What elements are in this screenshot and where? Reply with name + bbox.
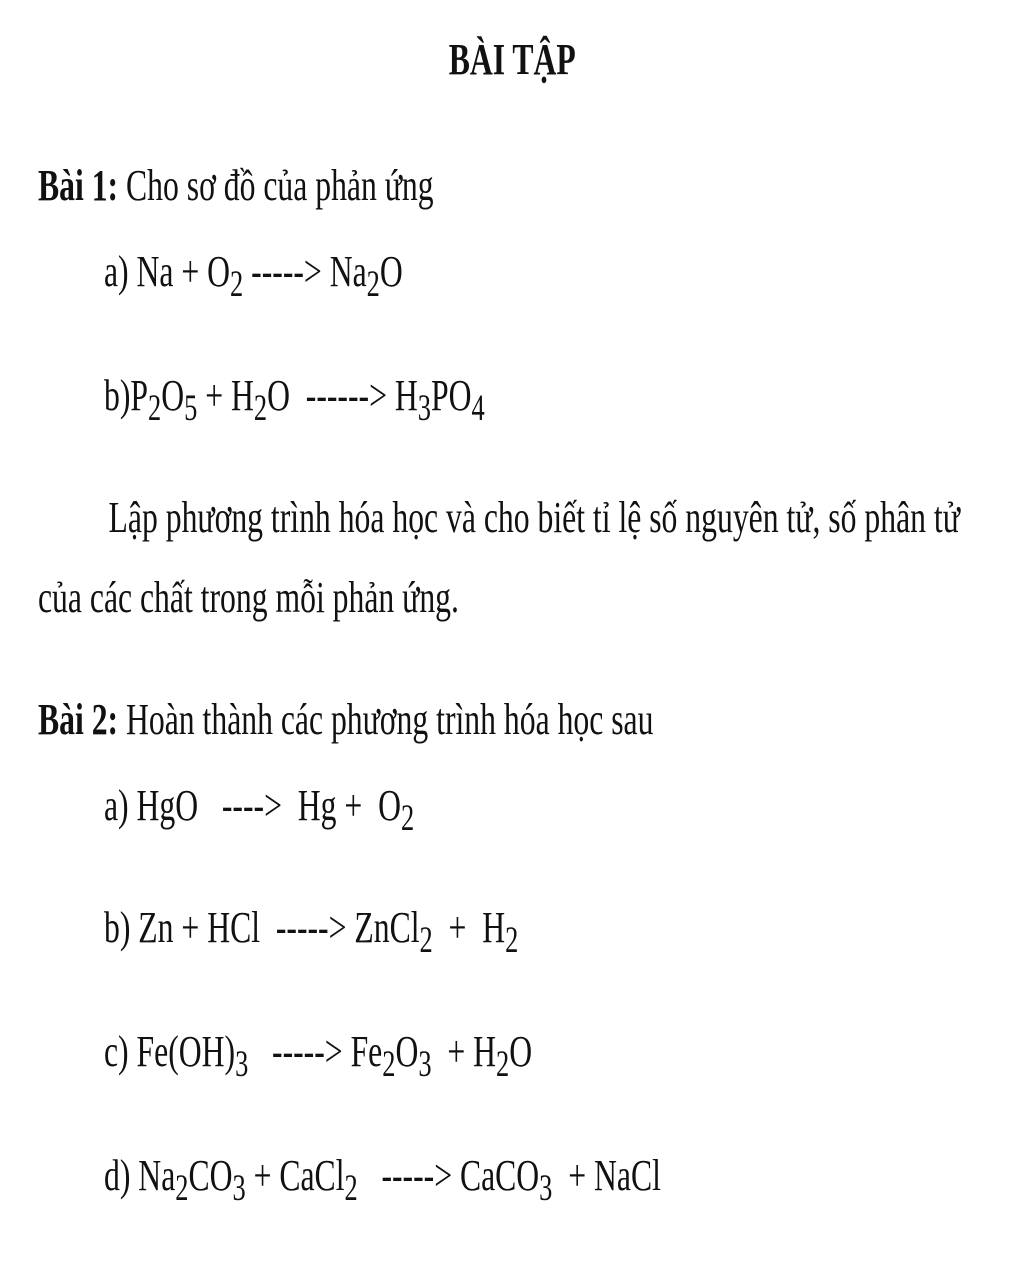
exercise-1-prompt: Cho sơ đồ của phản ứng: [126, 161, 434, 210]
exercise-1-instruction: Lập phương trình hóa học và cho biết tỉ lệ số nguyên tử, số phân tử của các chất trong mỗi phản ứng.: [38, 493, 960, 622]
exercise-1-heading: [38, 160, 434, 212]
exercise-2-equation-d: d) $Na_2CO_3$ + CaCl$_2$ -----> CaCO$_3$ + NaCl: [104, 1151, 661, 1208]
exercise-2-heading: [38, 694, 653, 746]
exercise-1-equation-b: $b)P_2O_5 + H_2O$ ------> $H_3PO_4$: [104, 371, 485, 428]
exercise-1-equation-a: a) $Na + O_2$ -----> $Na_2O$: [104, 247, 403, 304]
exercise-2-equation-b: b) Zn + HCl -----> ZnCl$_2$ + $H_2$: [104, 903, 519, 960]
exercise-2-equation-c: c) $Fe(OH)_3$ -----> $Fe_2O_3 + H_2O$: [104, 1027, 533, 1084]
page-title: BÀI TẬP: [448, 35, 576, 84]
exercise-1-label: Bài 1:: [38, 161, 119, 210]
exercise-2-equation-a: a) HgO ----> $Hg + O_2$: [104, 781, 415, 838]
exercise-2-prompt: Hoàn thành các phương trình hóa học sau: [126, 695, 654, 744]
exercise-2-label: Bài 2:: [38, 695, 119, 744]
